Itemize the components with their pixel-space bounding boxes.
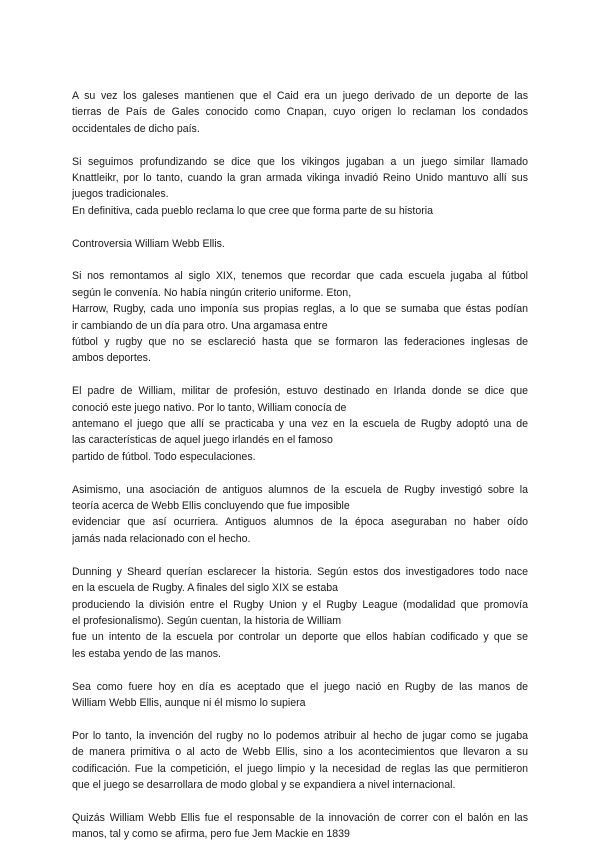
paragraph-3 — [72, 236, 528, 252]
paragraph-7 — [72, 564, 528, 662]
text-line: antemano el juego que allí se practicaba y una vez en la escuela de Rugby adoptó una de — [72, 418, 528, 431]
text-line: occidentales de dicho país. — [72, 122, 200, 135]
text-line: teoría acerca de Webb Ellis concluyendo que fue imposible — [72, 500, 350, 513]
text-line: ambos deportes. — [72, 352, 151, 365]
text-line: tierras de País de Gales conocido como Cnapan, cuyo origen lo reclaman los condados — [72, 106, 528, 119]
text-line: William Webb Ellis, aunque ni él mismo lo supiera — [72, 696, 306, 709]
paragraph-8 — [72, 679, 528, 712]
paragraph-2 — [72, 154, 528, 220]
text-line: Si seguimos profundizando se dice que los vikingos jugaban a un juego similar llamado — [72, 155, 528, 168]
text-line: partido de fútbol. Todo especulaciones. — [72, 450, 256, 463]
text-line: en la escuela de Rugby. A finales del siglo XIX se estaba — [72, 582, 338, 595]
text-line: que el juego se desarrollara de modo global y se expandiera a nivel internacional. — [72, 778, 456, 791]
text-line: El padre de William, militar de profesión, estuvo destinado en Irlanda donde se dice que — [72, 385, 528, 398]
text-line: Controversia William Webb Ellis. — [72, 237, 225, 250]
text-line: las características de aquel juego irlandés en el famoso — [72, 434, 333, 447]
paragraph-4 — [72, 268, 528, 366]
text-line: Por lo tanto, la invención del rugby no lo podemos atribuir al hecho de jugar como se jugaba — [72, 729, 528, 742]
text-line: Si nos remontamos al siglo XIX, tenemos que recordar que cada escuela jugaba al fútbol — [72, 270, 528, 283]
text-line: A su vez los galeses mantienen que el Caid era un juego derivado de un deporte de las — [72, 90, 528, 102]
text-line: Dunning y Sheard querían esclarecer la historia. Según estos dos investigadores todo nace — [72, 565, 528, 578]
text-line: Harrow, Rugby, cada uno imponía sus propias reglas, a lo que se sumaba que éstas podían — [72, 303, 528, 316]
text-line: juegos tradicionales. — [72, 188, 169, 201]
text-line: manos, tal y como se afirma, pero fue Jem Mackie en 1839 — [72, 828, 350, 841]
text-line: ir cambiando de un día para otro. Una argamasa entre — [72, 319, 328, 332]
text-line: produciendo la división entre el Rugby Union y el Rugby League (modalidad que promovía — [72, 598, 528, 611]
text-line: Asimismo, una asociación de antiguos alumnos de la escuela de Rugby investigó sobre la — [72, 483, 528, 496]
paragraph-6 — [72, 482, 528, 548]
paragraph-5 — [72, 383, 528, 465]
text-line: según le convenía. No había ningún criterio uniforme. Eton, — [72, 286, 352, 299]
text-line: Knattleikr, por lo tanto, cuando la gran armada vikinga invadió Reino Unido mantuvo allí sus — [72, 172, 528, 185]
text-line: Sea como fuere hoy en día es aceptado que el juego nació en Rugby de las manos de — [72, 680, 528, 693]
text-line: conoció este juego nativo. Por lo tanto, William conocía de — [72, 401, 347, 414]
text-line: Quizás William Webb Ellis fue el responsable de la innovación de correr con el balón en las — [72, 811, 528, 824]
text-line: fue un intento de la escuela por controlar un deporte que ellos habían codificado y que se — [72, 631, 528, 644]
text-line: jamás nada relacionado con el hecho. — [72, 532, 251, 545]
text-line: codificación. Fue la competición, el juego limpio y la necesidad de reglas las que permitieron — [72, 762, 528, 775]
paragraph-9 — [72, 728, 528, 794]
text-line: fútbol y rugby que no se esclareció hasta que se formaron las federaciones inglesas de — [72, 336, 528, 349]
document-body — [72, 88, 528, 859]
text-line: evidenciar que así ocurriera. Antiguos alumnos de la época aseguraban no haber oído — [72, 516, 528, 529]
paragraph-1 — [72, 88, 528, 137]
text-line: les estaba yendo de las manos. — [72, 647, 221, 660]
text-line: de manera primitiva o al acto de Webb Ellis, sino a los acontecimientos que llevaron a su — [72, 746, 528, 759]
text-line: En definitiva, cada pueblo reclama lo que cree que forma parte de su historia — [72, 204, 433, 217]
paragraph-10 — [72, 810, 528, 843]
text-line: el profesionalismo). Según cuentan, la historia de William — [72, 614, 342, 627]
